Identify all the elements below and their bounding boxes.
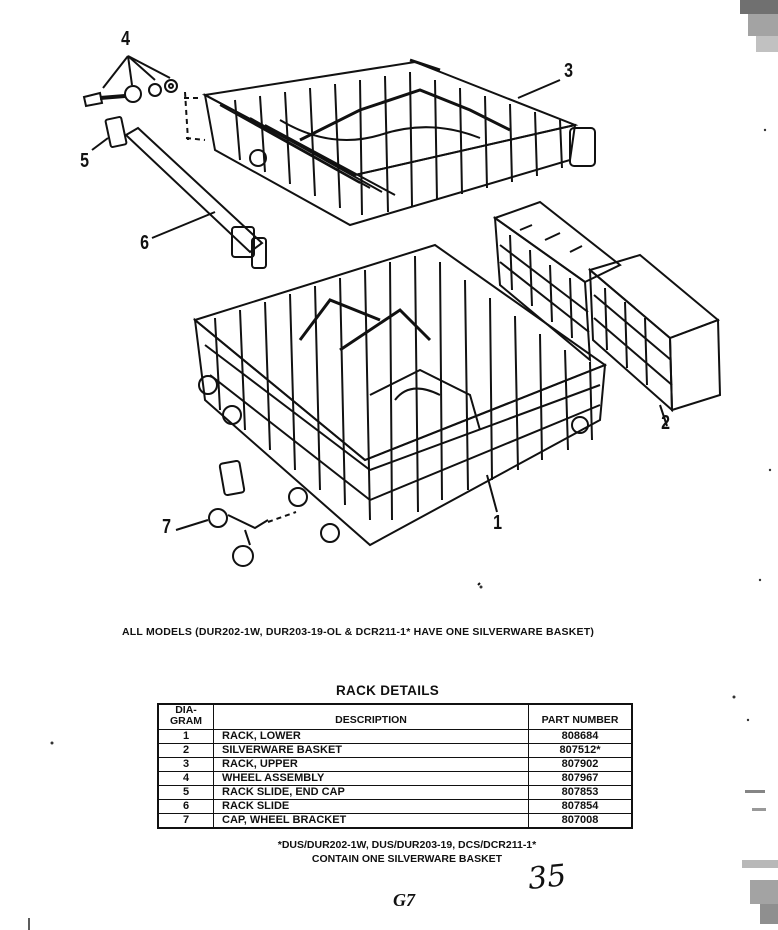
- table-row: [158, 758, 632, 772]
- callout-6: 6: [140, 232, 150, 254]
- row-description: RACK, LOWER: [214, 730, 529, 744]
- row-diagram: 4: [158, 772, 214, 786]
- row-part-number: 807854: [529, 800, 633, 814]
- footnote-line-1: *DUS/DUR202-1W, DUS/DUR203-19, DCS/DCR211-1*: [277, 839, 537, 851]
- table-row: [158, 786, 632, 800]
- row-description: WHEEL ASSEMBLY: [214, 772, 529, 786]
- table-row: [158, 772, 632, 786]
- table-header-row: [158, 704, 632, 730]
- row-description: SILVERWARE BASKET: [214, 744, 529, 758]
- upper-rack-illustration: [184, 60, 595, 225]
- row-description: CAP, WHEEL BRACKET: [214, 814, 529, 829]
- row-part-number: 807512*: [529, 744, 633, 758]
- row-description: RACK, UPPER: [214, 758, 529, 772]
- row-diagram: 3: [158, 758, 214, 772]
- row-part-number: 807967: [529, 772, 633, 786]
- row-description: RACK SLIDE: [214, 800, 529, 814]
- silverware-basket-illustration: [495, 202, 720, 426]
- wheel-assembly-illustration: [84, 56, 177, 106]
- callout-2: 2: [661, 412, 671, 434]
- row-part-number: 807902: [529, 758, 633, 772]
- table-row: [158, 814, 632, 829]
- header-description: DESCRIPTION: [214, 704, 529, 730]
- models-note: ALL MODELS (DUR202-1W, DUR203-19-OL & DCR211-1* HAVE ONE SILVERWARE BASKET): [122, 626, 595, 638]
- row-diagram: 6: [158, 800, 214, 814]
- row-diagram: 2: [158, 744, 214, 758]
- header-part-number: PART NUMBER: [529, 704, 633, 730]
- callout-4: 4: [121, 28, 131, 50]
- table-title: RACK DETAILS: [336, 683, 440, 698]
- rack-slide-end-cap-illustration: [92, 117, 127, 150]
- header-diagram-line1: DIA-: [175, 704, 197, 716]
- row-diagram: 1: [158, 730, 214, 744]
- row-description: RACK SLIDE, END CAP: [214, 786, 529, 800]
- rack-details-table: [157, 703, 633, 829]
- row-diagram: 7: [158, 814, 214, 829]
- lower-rack-illustration: [195, 245, 605, 545]
- header-diagram: [158, 704, 214, 730]
- footnote-line-2: CONTAIN ONE SILVERWARE BASKET: [311, 853, 503, 865]
- wheel-bracket-cap-illustration: [176, 461, 296, 566]
- callout-3: 3: [564, 60, 574, 82]
- row-part-number: 807008: [529, 814, 633, 829]
- callout-7: 7: [162, 516, 172, 538]
- footnote: [272, 838, 542, 866]
- row-part-number: 807853: [529, 786, 633, 800]
- callout-1: 1: [493, 512, 503, 534]
- table-row: [158, 800, 632, 814]
- row-diagram: 5: [158, 786, 214, 800]
- table-row: [158, 744, 632, 758]
- row-part-number: 808684: [529, 730, 633, 744]
- callout-5: 5: [80, 150, 90, 172]
- handwritten-page-number: 35: [526, 858, 568, 897]
- table-row: [158, 730, 632, 744]
- header-diagram-line2: GRAM: [169, 715, 203, 727]
- page-mark: G7: [393, 890, 415, 910]
